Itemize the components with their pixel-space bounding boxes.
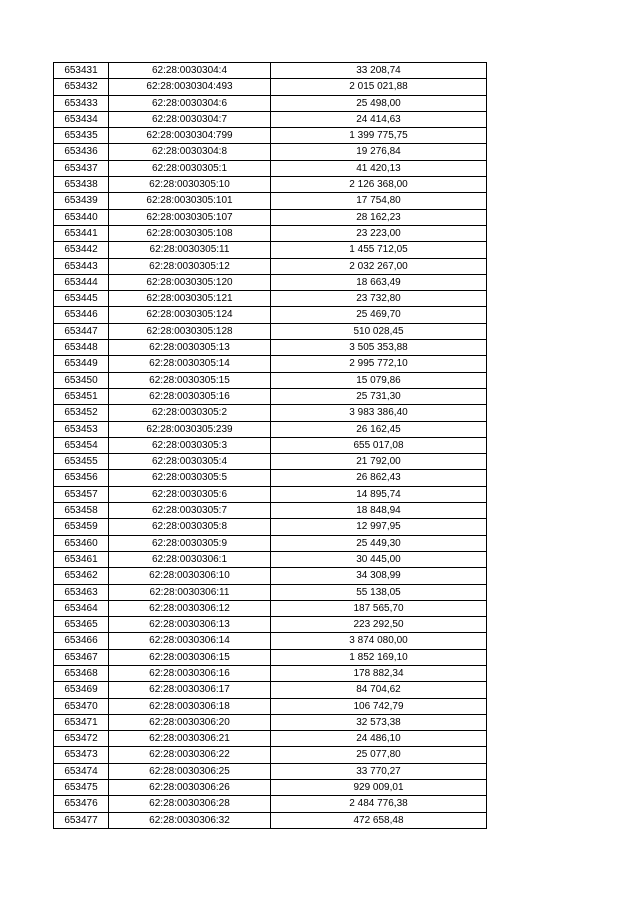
cadastral-value-cell: 3 874 080,00 <box>271 633 487 649</box>
row-number-cell: 653440 <box>54 209 109 225</box>
cadastral-value-cell: 25 469,70 <box>271 307 487 323</box>
document-page <box>53 62 486 829</box>
cadastral-value-cell: 26 162,45 <box>271 421 487 437</box>
cadastral-value-cell: 2 015 021,88 <box>271 79 487 95</box>
table-row <box>54 63 487 79</box>
row-number-cell: 653475 <box>54 780 109 796</box>
cadastral-number-cell: 62:28:0030306:26 <box>109 780 271 796</box>
cadastral-number-cell: 62:28:0030306:17 <box>109 682 271 698</box>
cadastral-number-cell: 62:28:0030304:8 <box>109 144 271 160</box>
cadastral-number-cell: 62:28:0030304:6 <box>109 95 271 111</box>
cadastral-number-cell: 62:28:0030305:15 <box>109 372 271 388</box>
cadastral-number-cell: 62:28:0030305:1 <box>109 160 271 176</box>
table-row <box>54 340 487 356</box>
row-number-cell: 653436 <box>54 144 109 160</box>
cadastral-value-cell: 2 032 267,00 <box>271 258 487 274</box>
table-row <box>54 177 487 193</box>
row-number-cell: 653461 <box>54 551 109 567</box>
table-row <box>54 405 487 421</box>
cadastral-value-cell: 2 484 776,38 <box>271 796 487 812</box>
cadastral-value-cell: 1 852 169,10 <box>271 649 487 665</box>
cadastral-number-cell: 62:28:0030306:10 <box>109 568 271 584</box>
cadastral-value-cell: 41 420,13 <box>271 160 487 176</box>
table-row <box>54 535 487 551</box>
table-row <box>54 503 487 519</box>
cadastral-number-cell: 62:28:0030305:3 <box>109 437 271 453</box>
table-row <box>54 291 487 307</box>
cadastral-value-cell: 23 732,80 <box>271 291 487 307</box>
row-number-cell: 653446 <box>54 307 109 323</box>
cadastral-value-cell: 30 445,00 <box>271 551 487 567</box>
cadastral-value-cell: 26 862,43 <box>271 470 487 486</box>
row-number-cell: 653433 <box>54 95 109 111</box>
row-number-cell: 653459 <box>54 519 109 535</box>
cadastral-value-cell: 655 017,08 <box>271 437 487 453</box>
row-number-cell: 653434 <box>54 111 109 127</box>
row-number-cell: 653449 <box>54 356 109 372</box>
table-row <box>54 79 487 95</box>
table-row <box>54 258 487 274</box>
row-number-cell: 653431 <box>54 63 109 79</box>
table-row <box>54 633 487 649</box>
cadastral-number-cell: 62:28:0030306:18 <box>109 698 271 714</box>
row-number-cell: 653441 <box>54 225 109 241</box>
table-row <box>54 128 487 144</box>
cadastral-number-cell: 62:28:0030305:239 <box>109 421 271 437</box>
cadastral-value-cell: 1 399 775,75 <box>271 128 487 144</box>
cadastral-number-cell: 62:28:0030305:4 <box>109 454 271 470</box>
table-row <box>54 388 487 404</box>
table-row <box>54 421 487 437</box>
cadastral-value-cell: 55 138,05 <box>271 584 487 600</box>
table-row <box>54 437 487 453</box>
row-number-cell: 653453 <box>54 421 109 437</box>
cadastral-value-cell: 1 455 712,05 <box>271 242 487 258</box>
table-row <box>54 600 487 616</box>
table-row <box>54 519 487 535</box>
table-row <box>54 307 487 323</box>
row-number-cell: 653452 <box>54 405 109 421</box>
cadastral-number-cell: 62:28:0030305:8 <box>109 519 271 535</box>
cadastral-number-cell: 62:28:0030305:128 <box>109 323 271 339</box>
row-number-cell: 653432 <box>54 79 109 95</box>
cadastral-value-cell: 21 792,00 <box>271 454 487 470</box>
cadastral-value-cell: 3 983 386,40 <box>271 405 487 421</box>
cadastral-number-cell: 62:28:0030305:12 <box>109 258 271 274</box>
row-number-cell: 653458 <box>54 503 109 519</box>
cadastral-value-cell: 472 658,48 <box>271 812 487 828</box>
row-number-cell: 653474 <box>54 763 109 779</box>
row-number-cell: 653435 <box>54 128 109 144</box>
table-row <box>54 763 487 779</box>
cadastral-value-cell: 14 895,74 <box>271 486 487 502</box>
cadastral-value-cell: 28 162,23 <box>271 209 487 225</box>
table-row <box>54 193 487 209</box>
cadastral-value-table <box>53 62 487 829</box>
cadastral-number-cell: 62:28:0030305:10 <box>109 177 271 193</box>
cadastral-number-cell: 62:28:0030306:15 <box>109 649 271 665</box>
row-number-cell: 653438 <box>54 177 109 193</box>
cadastral-value-cell: 178 882,34 <box>271 665 487 681</box>
cadastral-value-cell: 23 223,00 <box>271 225 487 241</box>
row-number-cell: 653471 <box>54 714 109 730</box>
table-row <box>54 812 487 828</box>
row-number-cell: 653472 <box>54 731 109 747</box>
row-number-cell: 653470 <box>54 698 109 714</box>
cadastral-value-cell: 33 208,74 <box>271 63 487 79</box>
cadastral-number-cell: 62:28:0030305:5 <box>109 470 271 486</box>
row-number-cell: 653456 <box>54 470 109 486</box>
cadastral-number-cell: 62:28:0030305:121 <box>109 291 271 307</box>
table-row <box>54 274 487 290</box>
table-body <box>54 63 487 829</box>
cadastral-number-cell: 62:28:0030306:13 <box>109 617 271 633</box>
cadastral-number-cell: 62:28:0030305:6 <box>109 486 271 502</box>
cadastral-number-cell: 62:28:0030305:9 <box>109 535 271 551</box>
cadastral-value-cell: 34 308,99 <box>271 568 487 584</box>
cadastral-number-cell: 62:28:0030306:14 <box>109 633 271 649</box>
table-row <box>54 682 487 698</box>
table-row <box>54 111 487 127</box>
cadastral-number-cell: 62:28:0030305:108 <box>109 225 271 241</box>
cadastral-number-cell: 62:28:0030305:11 <box>109 242 271 258</box>
row-number-cell: 653455 <box>54 454 109 470</box>
cadastral-number-cell: 62:28:0030305:120 <box>109 274 271 290</box>
row-number-cell: 653467 <box>54 649 109 665</box>
row-number-cell: 653466 <box>54 633 109 649</box>
row-number-cell: 653460 <box>54 535 109 551</box>
row-number-cell: 653454 <box>54 437 109 453</box>
cadastral-number-cell: 62:28:0030305:124 <box>109 307 271 323</box>
row-number-cell: 653444 <box>54 274 109 290</box>
cadastral-value-cell: 33 770,27 <box>271 763 487 779</box>
cadastral-value-cell: 12 997,95 <box>271 519 487 535</box>
cadastral-number-cell: 62:28:0030306:11 <box>109 584 271 600</box>
table-row <box>54 470 487 486</box>
cadastral-value-cell: 24 486,10 <box>271 731 487 747</box>
row-number-cell: 653464 <box>54 600 109 616</box>
table-row <box>54 698 487 714</box>
cadastral-value-cell: 25 731,30 <box>271 388 487 404</box>
table-row <box>54 649 487 665</box>
table-row <box>54 665 487 681</box>
table-row <box>54 356 487 372</box>
cadastral-number-cell: 62:28:0030305:107 <box>109 209 271 225</box>
table-row <box>54 95 487 111</box>
cadastral-value-cell: 2 995 772,10 <box>271 356 487 372</box>
cadastral-number-cell: 62:28:0030305:101 <box>109 193 271 209</box>
row-number-cell: 653448 <box>54 340 109 356</box>
cadastral-value-cell: 25 498,00 <box>271 95 487 111</box>
row-number-cell: 653473 <box>54 747 109 763</box>
cadastral-number-cell: 62:28:0030306:12 <box>109 600 271 616</box>
row-number-cell: 653463 <box>54 584 109 600</box>
row-number-cell: 653450 <box>54 372 109 388</box>
row-number-cell: 653445 <box>54 291 109 307</box>
row-number-cell: 653476 <box>54 796 109 812</box>
row-number-cell: 653451 <box>54 388 109 404</box>
cadastral-value-cell: 106 742,79 <box>271 698 487 714</box>
table-row <box>54 796 487 812</box>
cadastral-number-cell: 62:28:0030305:7 <box>109 503 271 519</box>
cadastral-value-cell: 25 449,30 <box>271 535 487 551</box>
cadastral-number-cell: 62:28:0030304:493 <box>109 79 271 95</box>
cadastral-number-cell: 62:28:0030306:32 <box>109 812 271 828</box>
cadastral-number-cell: 62:28:0030306:22 <box>109 747 271 763</box>
cadastral-value-cell: 32 573,38 <box>271 714 487 730</box>
table-row <box>54 209 487 225</box>
cadastral-number-cell: 62:28:0030305:16 <box>109 388 271 404</box>
cadastral-number-cell: 62:28:0030305:14 <box>109 356 271 372</box>
cadastral-value-cell: 510 028,45 <box>271 323 487 339</box>
table-row <box>54 747 487 763</box>
table-row <box>54 323 487 339</box>
cadastral-value-cell: 3 505 353,88 <box>271 340 487 356</box>
cadastral-value-cell: 19 276,84 <box>271 144 487 160</box>
cadastral-value-cell: 929 009,01 <box>271 780 487 796</box>
row-number-cell: 653447 <box>54 323 109 339</box>
table-row <box>54 486 487 502</box>
cadastral-number-cell: 62:28:0030304:4 <box>109 63 271 79</box>
row-number-cell: 653443 <box>54 258 109 274</box>
row-number-cell: 653469 <box>54 682 109 698</box>
table-row <box>54 551 487 567</box>
table-row <box>54 242 487 258</box>
row-number-cell: 653468 <box>54 665 109 681</box>
cadastral-number-cell: 62:28:0030305:2 <box>109 405 271 421</box>
cadastral-number-cell: 62:28:0030306:1 <box>109 551 271 567</box>
table-row <box>54 731 487 747</box>
row-number-cell: 653457 <box>54 486 109 502</box>
table-row <box>54 454 487 470</box>
cadastral-number-cell: 62:28:0030304:799 <box>109 128 271 144</box>
cadastral-value-cell: 84 704,62 <box>271 682 487 698</box>
row-number-cell: 653465 <box>54 617 109 633</box>
cadastral-number-cell: 62:28:0030306:21 <box>109 731 271 747</box>
row-number-cell: 653477 <box>54 812 109 828</box>
cadastral-value-cell: 18 848,94 <box>271 503 487 519</box>
cadastral-value-cell: 187 565,70 <box>271 600 487 616</box>
row-number-cell: 653462 <box>54 568 109 584</box>
table-row <box>54 714 487 730</box>
table-row <box>54 144 487 160</box>
cadastral-number-cell: 62:28:0030305:13 <box>109 340 271 356</box>
cadastral-number-cell: 62:28:0030306:28 <box>109 796 271 812</box>
cadastral-value-cell: 25 077,80 <box>271 747 487 763</box>
cadastral-number-cell: 62:28:0030304:7 <box>109 111 271 127</box>
cadastral-number-cell: 62:28:0030306:25 <box>109 763 271 779</box>
table-row <box>54 160 487 176</box>
cadastral-value-cell: 17 754,80 <box>271 193 487 209</box>
table-row <box>54 568 487 584</box>
row-number-cell: 653437 <box>54 160 109 176</box>
table-row <box>54 780 487 796</box>
cadastral-value-cell: 24 414,63 <box>271 111 487 127</box>
cadastral-value-cell: 2 126 368,00 <box>271 177 487 193</box>
row-number-cell: 653442 <box>54 242 109 258</box>
cadastral-value-cell: 223 292,50 <box>271 617 487 633</box>
cadastral-value-cell: 18 663,49 <box>271 274 487 290</box>
table-row <box>54 584 487 600</box>
cadastral-number-cell: 62:28:0030306:16 <box>109 665 271 681</box>
table-row <box>54 372 487 388</box>
row-number-cell: 653439 <box>54 193 109 209</box>
table-row <box>54 617 487 633</box>
table-row <box>54 225 487 241</box>
cadastral-value-cell: 15 079,86 <box>271 372 487 388</box>
cadastral-number-cell: 62:28:0030306:20 <box>109 714 271 730</box>
